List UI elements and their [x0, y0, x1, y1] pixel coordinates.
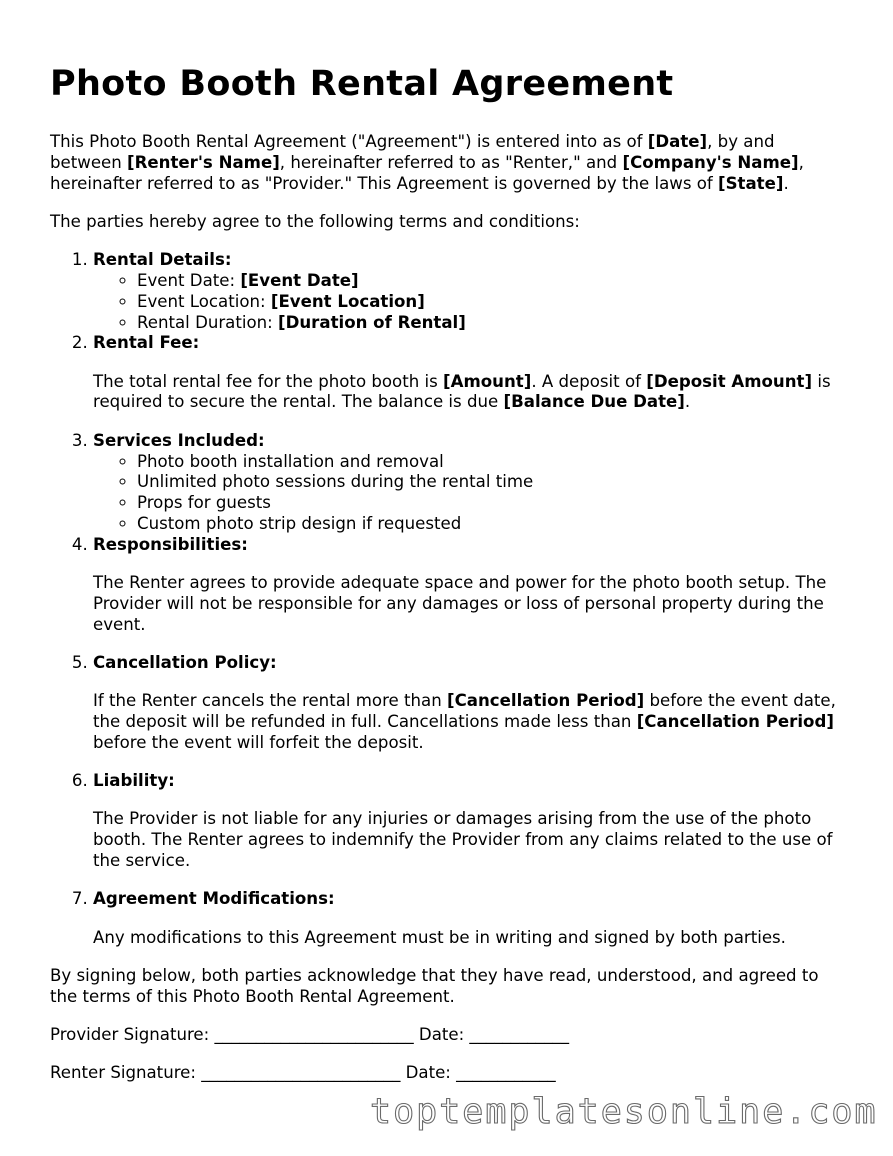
- list-item: [137, 313, 850, 334]
- list-item: [137, 292, 850, 313]
- cancellation-period-placeholder: [Cancellation Period]: [447, 691, 645, 711]
- item-label: Rental Duration:: [137, 312, 279, 332]
- lead-paragraph: The parties hereby agree to the following terms and conditions:: [50, 211, 580, 231]
- services-list: [93, 452, 850, 535]
- company-name-placeholder: [Company's Name]: [622, 152, 799, 172]
- provider-signature-line: Provider Signature: ________________________ Date: ____________: [50, 1025, 569, 1044]
- section-title: Rental Details:: [93, 250, 232, 270]
- state-placeholder: [State]: [718, 173, 784, 193]
- renter-signature-line: Renter Signature: ________________________ Date: ____________: [50, 1063, 556, 1083]
- list-item: ◦ Custom photo strip design if requested: [137, 514, 850, 535]
- intro-text-5: .: [783, 173, 789, 193]
- section-cancellation-policy: [93, 653, 850, 754]
- section-body: The Renter agrees to provide adequate space and power for the photo booth setup. The Provider will not be responsible for any damages or loss of personal property during the event.: [93, 573, 827, 634]
- list-item: ◦ Unlimited photo sessions during the rental time: [137, 472, 850, 493]
- balance-due-date-placeholder: [Balance Due Date]: [503, 392, 685, 412]
- document-title: Photo Booth Rental Agreement: [50, 64, 674, 104]
- section-title: Services Included:: [93, 430, 265, 450]
- section-title: Cancellation Policy:: [93, 652, 277, 672]
- fee-text-3: is required to secure the rental. The balance is due: [93, 371, 831, 412]
- renter-name-placeholder: [Renter's Name]: [127, 152, 280, 172]
- fee-text-1: The total rental fee for the photo booth is: [93, 371, 444, 391]
- fee-text-4: .: [684, 392, 691, 412]
- deposit-amount-placeholder: [Deposit Amount]: [646, 371, 813, 391]
- section-agreement-modifications: [93, 889, 850, 948]
- document-page: [50, 60, 850, 1102]
- section-title: Agreement Modifications:: [93, 889, 335, 909]
- intro-paragraph: [50, 132, 850, 194]
- event-date-placeholder: [Event Date]: [240, 270, 359, 290]
- intro-text-4: , hereinafter referred to as "Provider." This Agreement is governed by the laws of: [50, 152, 804, 193]
- section-title: Responsibilities:: [93, 534, 248, 554]
- cancel-text-2: before the event date, the deposit will be refunded in full. Cancellations made less than: [93, 691, 836, 732]
- date-placeholder: [Date]: [647, 132, 708, 151]
- cancellation-period-placeholder: [Cancellation Period]: [636, 712, 834, 732]
- cancel-text-3: before the event will forfeit the deposit.: [93, 732, 424, 752]
- section-responsibilities: [93, 535, 850, 636]
- intro-text-1: This Photo Booth Rental Agreement ("Agreement") is entered into as of: [50, 132, 648, 151]
- cancel-text-1: If the Renter cancels the rental more than: [93, 691, 448, 711]
- section-rental-details: [93, 250, 850, 333]
- item-label: Event Location:: [137, 291, 271, 311]
- section-body: [93, 691, 850, 753]
- amount-placeholder: [Amount]: [443, 371, 532, 391]
- rental-duration-placeholder: [Duration of Rental]: [278, 312, 466, 332]
- section-title: Rental Fee:: [93, 333, 200, 353]
- rental-details-list: [93, 271, 850, 333]
- section-rental-fee: [93, 333, 850, 413]
- section-title: Liability:: [93, 771, 175, 791]
- section-body: The Provider is not liable for any injuries or damages arising from the use of the photo booth. The Renter agrees to indemnify the Provider from any claims related to the use of the service.: [93, 809, 833, 871]
- section-liability: [93, 771, 850, 872]
- fee-text-2: . A deposit of: [531, 371, 647, 391]
- item-label: Event Date:: [137, 270, 241, 290]
- terms-list: [50, 250, 850, 948]
- list-item: ◦ Props for guests: [137, 493, 850, 514]
- closing-paragraph: By signing below, both parties acknowledge that they have read, understood, and agreed to the terms of this Photo Booth Rental Agreement.: [50, 965, 819, 1006]
- section-body: Any modifications to this Agreement must be in writing and signed by both parties.: [93, 927, 786, 947]
- intro-text-2: , by and between: [50, 132, 775, 172]
- watermark: toptemplatesonline.com: [370, 1092, 878, 1132]
- list-item: ◦ Photo booth installation and removal: [137, 452, 850, 473]
- section-services-included: [93, 431, 850, 535]
- section-body: [93, 372, 850, 414]
- event-location-placeholder: [Event Location]: [270, 291, 425, 311]
- list-item: [137, 271, 850, 292]
- intro-text-3: , hereinafter referred to as "Renter," and: [279, 152, 623, 172]
